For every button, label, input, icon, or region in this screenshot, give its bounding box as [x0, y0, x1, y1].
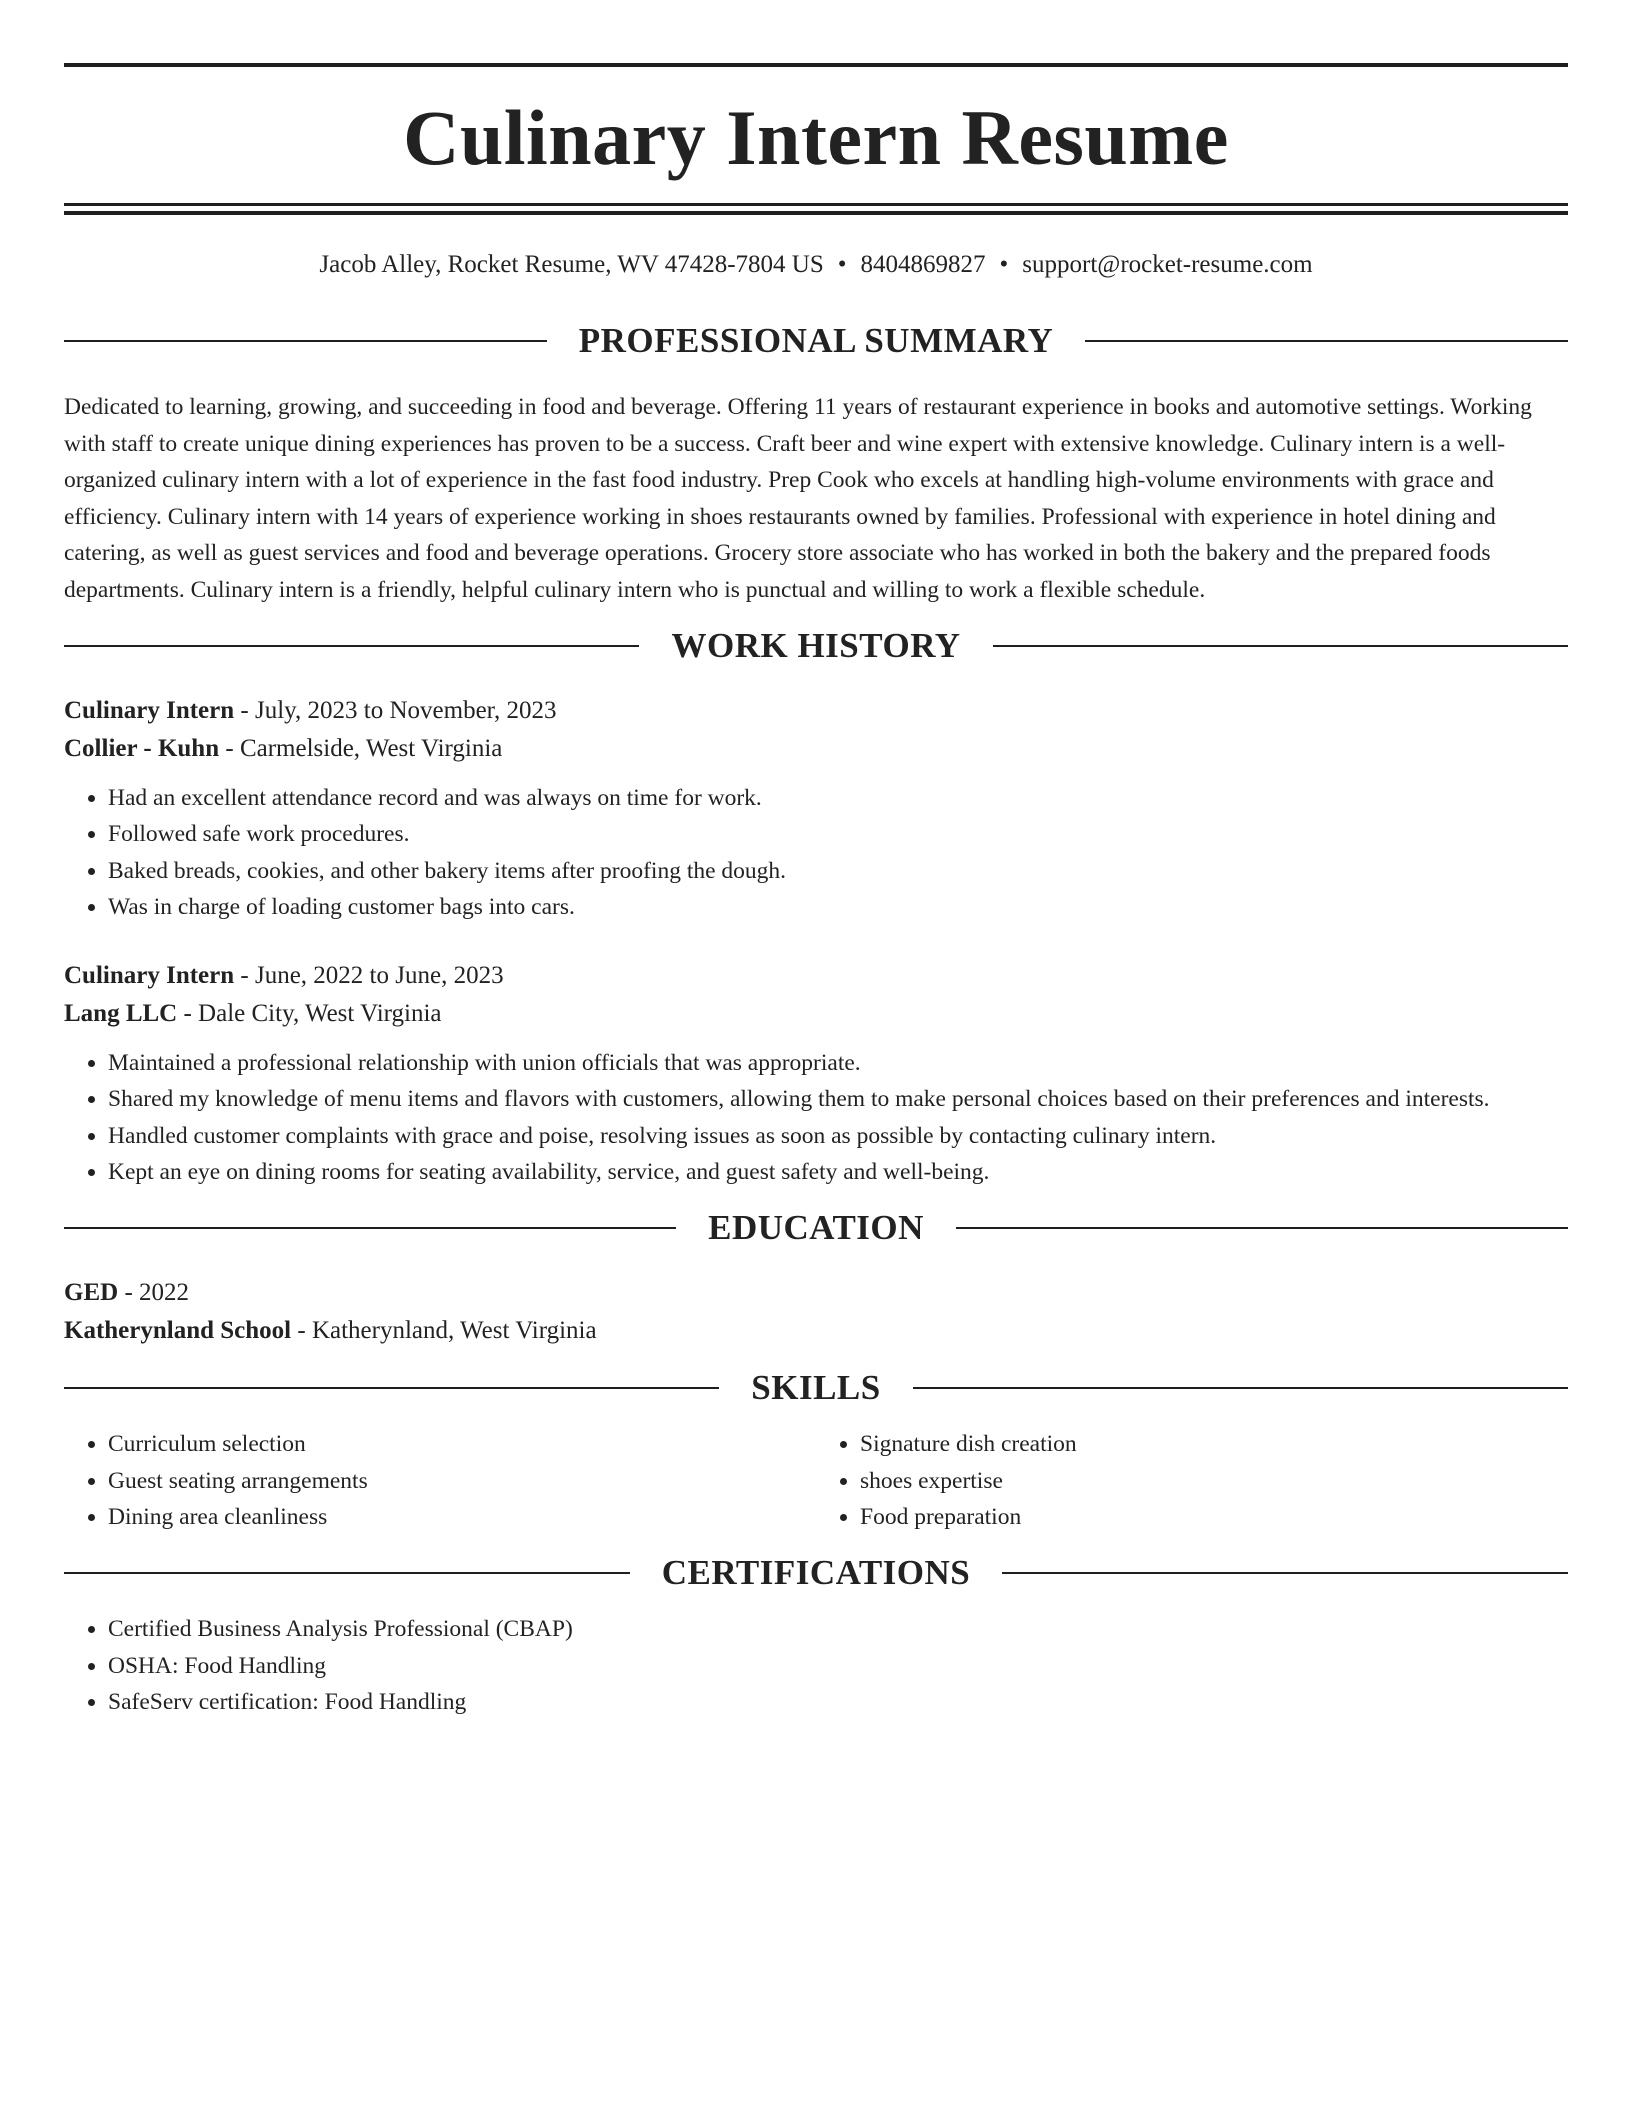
education-heading-label: EDUCATION [708, 1208, 924, 1248]
contact-email: support@rocket-resume.com [1022, 251, 1313, 278]
job-company: Collier - Kuhn [64, 735, 220, 762]
heading-rule-right [913, 1387, 1568, 1389]
list-item: • Baked breads, cookies, and other bakery items after proofing the dough. [108, 853, 1568, 889]
list-item: • Was in charge of loading customer bags into cars. [108, 889, 1568, 925]
certifications-section-heading [64, 1553, 1568, 1593]
list-item: • Maintained a professional relationship with union officials that was appropriate. [108, 1045, 1568, 1081]
work-heading-label: WORK HISTORY [671, 626, 961, 665]
job-title-line [64, 957, 1568, 995]
summary-heading-label: PROFESSIONAL SUMMARY [578, 321, 1054, 360]
job-title: Culinary Intern [64, 697, 235, 724]
list-item: • Curriculum selection [108, 1426, 816, 1462]
certifications-heading-label: CERTIFICATIONS [661, 1553, 971, 1593]
heading-rule-right [1002, 1572, 1568, 1574]
heading-rule-left [64, 1387, 719, 1389]
skills-list-right [816, 1426, 1568, 1535]
degree-line [64, 1274, 1568, 1312]
job-duties-list [64, 1045, 1568, 1190]
list-item: • Certified Business Analysis Professional (CBAP) [108, 1611, 1568, 1647]
list-item: • Kept an eye on dining rooms for seating availability, service, and guest safety and well-being. [108, 1154, 1568, 1190]
contact-phone: 8404869827 [860, 251, 986, 278]
job-company-line [64, 995, 1568, 1033]
education-entry [64, 1274, 1568, 1350]
school-location: - Katherynland, West Virginia [291, 1317, 597, 1345]
list-item: • SafeServ certification: Food Handling [108, 1684, 1568, 1720]
top-rule [64, 63, 1568, 67]
job-company-line [64, 730, 1568, 768]
job-location: - Carmelside, West Virginia [219, 735, 503, 762]
list-item: • Food preparation [860, 1499, 1568, 1535]
heading-rule-right [1085, 340, 1568, 342]
skills-list-left [64, 1426, 816, 1535]
skills-section-heading [64, 1368, 1568, 1408]
education-section-heading [64, 1208, 1568, 1248]
contact-separator: • [999, 251, 1009, 278]
list-item: • OSHA: Food Handling [108, 1648, 1568, 1684]
list-item: • Handled customer complaints with grace and poise, resolving issues as soon as possible by contacting culinary intern. [108, 1118, 1568, 1154]
job-dates: - June, 2022 to June, 2023 [234, 962, 504, 990]
summary-section-heading [64, 321, 1568, 361]
title-double-rule [64, 203, 1568, 215]
job-entry [64, 692, 1568, 925]
list-item: • Followed safe work procedures. [108, 816, 1568, 852]
school-line [64, 1312, 1568, 1350]
job-duties-list [64, 780, 1568, 925]
list-item: • Had an excellent attendance record and was always on time for work. [108, 780, 1568, 816]
job-title: Culinary Intern [64, 962, 235, 990]
degree: GED [64, 1279, 119, 1307]
job-dates: - July, 2023 to November, 2023 [234, 697, 557, 724]
heading-rule-right [956, 1227, 1568, 1229]
summary-text: Dedicated to learning, growing, and succeeding in food and beverage. Offering 11 years of restaurant experience in books and automotive settings. Working with staff to create unique dining experiences has proven to be a success. Craft beer and wine expert with extensive knowledge. Culinary intern is a well-organized culinary intern with a lot of experience in the fast food industry. Prep Cook who excels at handling high-volume environments with grace and efficiency. Culinary intern with 14 years of experience working in shoes restaurants owned by families. Professional with experience in hotel dining and catering, as well as guest services and food and beverage operations. Grocery store associate who has worked in both the bakery and the prepared foods departments. Culinary intern is a friendly, helpful culinary intern who is punctual and willing to work a flexible schedule. [64, 394, 1532, 603]
list-item: • Shared my knowledge of menu items and flavors with customers, allowing them to make personal choices based on their preferences and interests. [108, 1081, 1568, 1117]
contact-separator: • [837, 251, 847, 278]
job-location: - Dale City, West Virginia [177, 1000, 442, 1028]
contact-address: Jacob Alley, Rocket Resume, WV 47428-7804 US [319, 251, 824, 278]
school-name: Katherynland School [64, 1317, 292, 1345]
resume-title: Culinary Intern Resume [403, 94, 1229, 181]
heading-rule-left [64, 340, 547, 342]
contact-line [64, 251, 1568, 291]
heading-rule-left [64, 645, 639, 647]
work-section-heading [64, 626, 1568, 666]
heading-rule-right [993, 645, 1568, 647]
list-item: • Guest seating arrangements [108, 1463, 816, 1499]
job-title-line [64, 692, 1568, 730]
skills-heading-label: SKILLS [751, 1368, 881, 1408]
certifications-list [64, 1611, 1568, 1720]
job-entry [64, 957, 1568, 1190]
list-item: • Dining area cleanliness [108, 1499, 816, 1535]
list-item: • Signature dish creation [860, 1426, 1568, 1462]
skills-grid [64, 1426, 1568, 1535]
job-company: Lang LLC [64, 1000, 178, 1028]
degree-year: - 2022 [118, 1279, 190, 1307]
heading-rule-left [64, 1572, 630, 1574]
list-item: • shoes expertise [860, 1463, 1568, 1499]
heading-rule-left [64, 1227, 676, 1229]
